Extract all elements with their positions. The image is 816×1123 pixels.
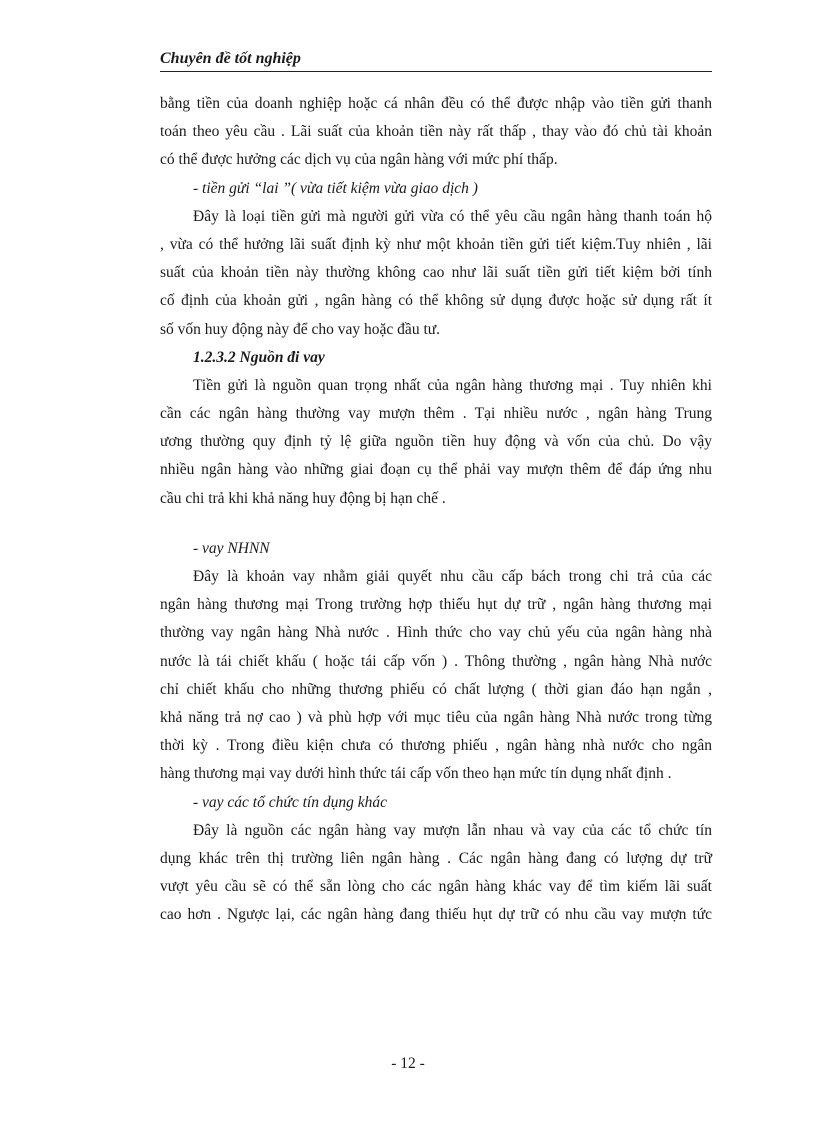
paragraph-line: Tiền gửi là nguồn quan trọng nhất của ngân hàng thương mại . Tuy nhiên khi	[193, 376, 712, 394]
paragraph-line: suất của khoản tiền này thường không cao như lãi suất tiền gửi tiết kiệm bởi tính	[160, 264, 712, 282]
subheading-mixed-deposit: - tiền gửi “lai ”( vừa tiết kiệm vừa giao dịch )	[193, 179, 478, 197]
subheading-other-credit-institutions: - vay các tổ chức tín dụng khác	[193, 793, 387, 811]
paragraph-line: thường vay ngân hàng Nhà nước . Hình thức cho vay chủ yếu của ngân hàng nhà	[160, 624, 712, 642]
paragraph-line: cầu chi trả khi khả năng huy động bị hạn chế .	[160, 489, 446, 507]
paragraph-line: có thể được hưởng các dịch vụ của ngân hàng với mức phí thấp.	[160, 151, 558, 169]
paragraph-line: hàng thương mại vay dưới hình thức tái cấp vốn theo hạn mức tín dụng nhất định .	[160, 765, 672, 783]
document-title: Chuyên đề tốt nghiệp	[160, 50, 301, 67]
paragraph-line: ngân hàng thương mại Trong trường hợp thiếu hụt dự trữ , ngân hàng thương mại	[160, 596, 712, 614]
page-body	[160, 90, 712, 929]
paragraph-line: vượt yêu cầu sẽ có thể sẵn lòng cho các ngân hàng khác vay để tìm kiếm lãi suất	[160, 878, 712, 896]
paragraph-spacer	[160, 513, 712, 535]
paragraph-line: số vốn huy động này để cho vay hoặc đầu tư.	[160, 320, 441, 338]
paragraph-line: chỉ chiết khấu cho những thương phiếu có chất lượng ( thời gian đáo hạn ngắn ,	[160, 680, 712, 698]
paragraph-line: Đây là loại tiền gửi mà người gửi vừa có thể yêu cầu ngân hàng thanh toán hộ	[193, 207, 712, 225]
paragraph-line: Đây là nguồn các ngân hàng vay mượn lẫn nhau và vay của các tổ chức tín	[193, 821, 712, 839]
page-header	[160, 48, 712, 72]
paragraph-line: cần các ngân hàng thường vay mượn thêm . Tại nhiều nước , ngân hàng Trung	[160, 405, 712, 423]
paragraph-line: Đây là khoản vay nhằm giải quyết nhu cầu cấp bách trong chi trả của các	[193, 568, 712, 585]
paragraph-line: toán theo yêu cầu . Lãi suất của khoản tiền này rất thấp , thay vào đó chủ tài khoản	[160, 123, 712, 141]
paragraph-line: nước là tái chiết khấu ( hoặc tái cấp vốn ) . Thông thường , ngân hàng Nhà nước	[160, 652, 712, 670]
paragraph-line: , vừa có thể hưởng lãi suất định kỳ như một khoản tiền gửi tiết kiệm.Tuy nhiên , lãi	[160, 235, 712, 253]
paragraph-line: khả năng trả nợ cao ) và phù hợp với mục tiêu của ngân hàng Nhà nước trong từng	[160, 708, 712, 726]
paragraph-line: cố định của khoản gửi , ngân hàng có thể không sử dụng được hoặc sử dụng rất ít	[160, 292, 712, 310]
section-heading-borrowed-funds: 1.2.3.2 Nguồn đi vay	[193, 348, 325, 366]
page-number: - 12 -	[391, 1055, 425, 1072]
paragraph-line: thời kỳ . Trong điều kiện chưa có thương phiếu , ngân hàng nhà nước cho ngân	[160, 737, 712, 755]
paragraph-line: dụng khác trên thị trường liên ngân hàng . Các ngân hàng đang có lượng dự trữ	[160, 849, 712, 867]
paragraph-line: bằng tiền của doanh nghiệp hoặc cá nhân đều có thể được nhập vào tiền gửi thanh	[160, 95, 712, 112]
subheading-sbv-loan: - vay NHNN	[193, 539, 270, 557]
paragraph-line: cao hơn . Ngược lại, các ngân hàng đang thiếu hụt dự trữ có nhu cầu vay mượn tức	[160, 906, 712, 924]
paragraph-line: ương thường quy định tỷ lệ giữa nguồn tiền huy động và vốn của chủ. Do vậy	[160, 433, 712, 451]
paragraph-line: nhiều ngân hàng vào những giai đoạn cụ thể phải vay mượn thêm để đáp ứng nhu	[160, 461, 712, 479]
